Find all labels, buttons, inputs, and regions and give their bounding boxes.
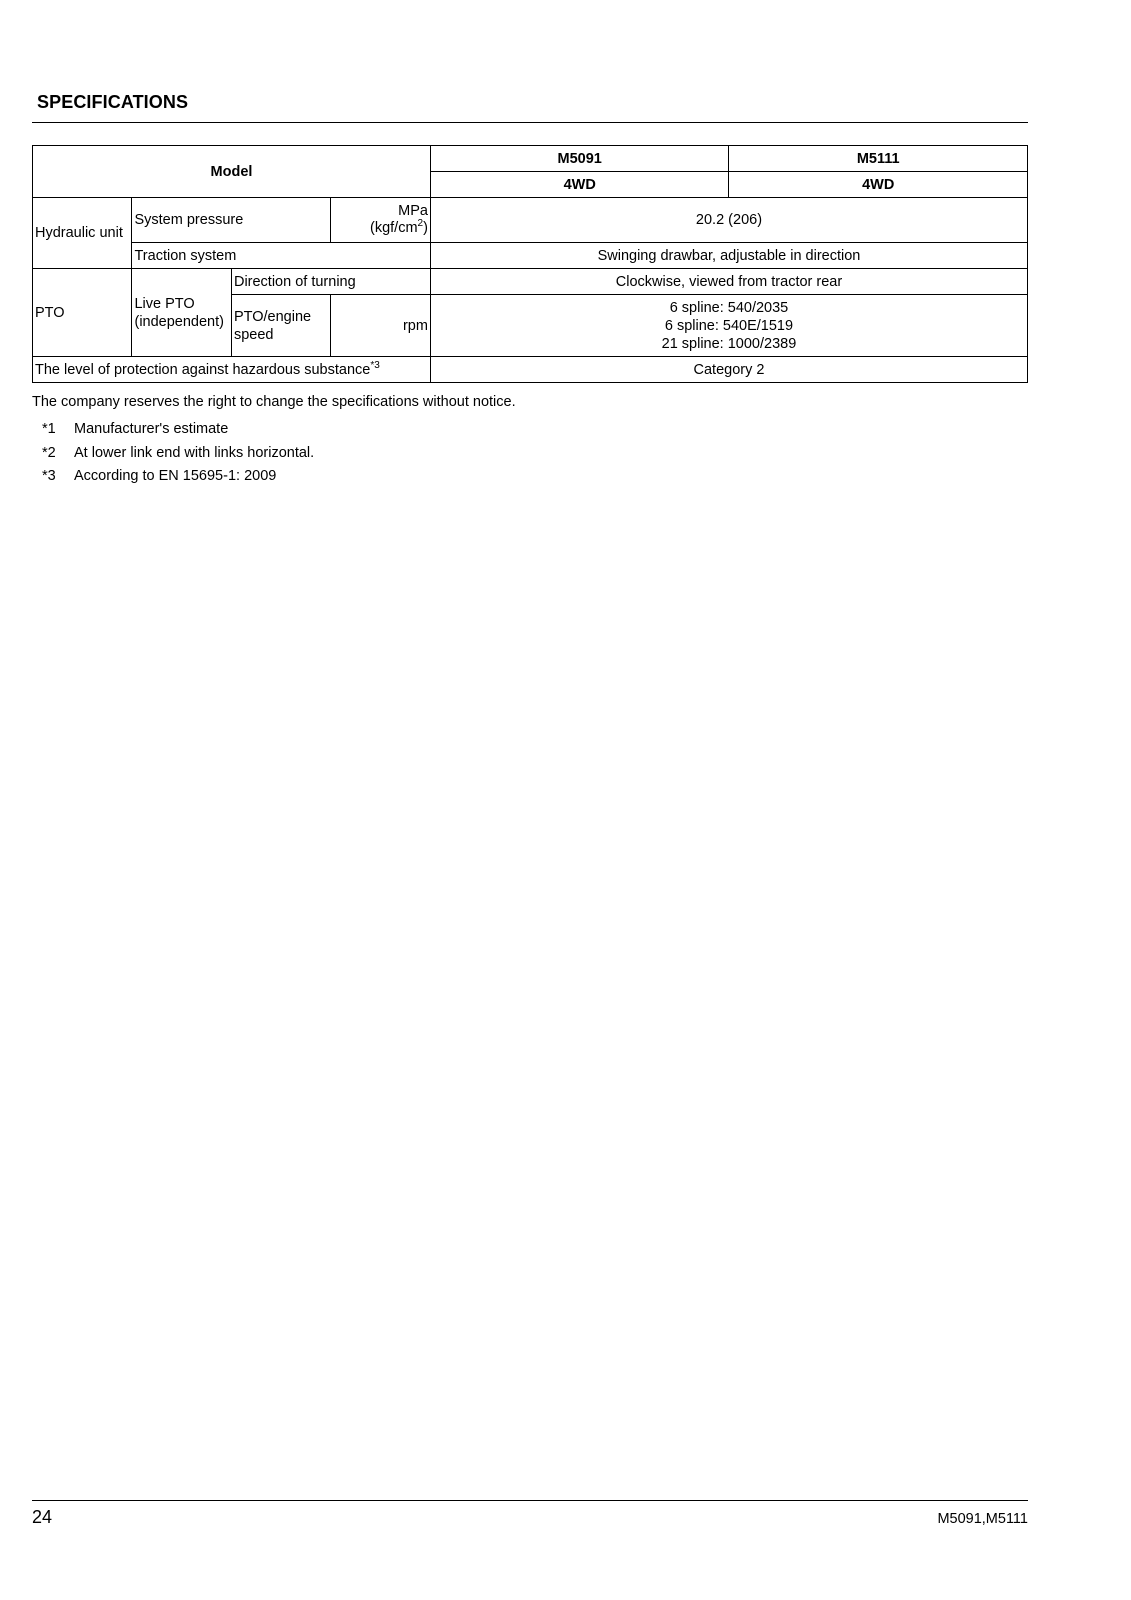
- footer-model-names: M5091,M5111: [937, 1511, 1028, 1527]
- live-pto-label: Live PTO (independent): [132, 269, 231, 357]
- model-header: Model: [33, 146, 431, 198]
- page-number: 24: [32, 1507, 53, 1527]
- footnote-mark: *2: [42, 444, 56, 461]
- footnote-mark: *1: [42, 421, 56, 437]
- pto-engine-speed-label: PTO/engine speed: [231, 295, 330, 357]
- system-pressure-value: 20.2 (206): [430, 198, 1027, 243]
- model-drive-m5091: 4WD: [430, 172, 728, 198]
- traction-system-value: Swinging drawbar, adjustable in direction: [430, 243, 1027, 269]
- specifications-table: [32, 145, 1028, 383]
- direction-of-turning-value: Clockwise, viewed from tractor rear: [430, 269, 1027, 295]
- pto-engine-speed-unit: rpm: [331, 295, 431, 357]
- footnote-item: [32, 468, 314, 492]
- hazard-protection-label: The level of protection against hazardous substance$^{*3}$: [33, 357, 431, 383]
- model-name-m5091: M5091: [430, 146, 728, 172]
- pto-label: PTO: [33, 269, 132, 357]
- page-title: SPECIFICATIONS: [37, 92, 189, 112]
- hazard-protection-value: Category 2: [430, 357, 1027, 383]
- system-pressure-unit: MPa $(kgf/cm^2)$: [331, 198, 431, 243]
- footnote-text: Manufacturer's estimate: [74, 421, 229, 437]
- footnote-item: [32, 421, 314, 445]
- title-divider: [32, 122, 1028, 123]
- footnote-text: According to EN 15695-1: 2009: [74, 468, 277, 484]
- footnote-text: At lower link end with links horizontal.: [74, 444, 315, 461]
- system-pressure-label: System pressure: [132, 198, 331, 243]
- footer-divider: [32, 1500, 1028, 1501]
- footnotes: [32, 421, 314, 492]
- model-drive-m5111: 4WD: [729, 172, 1028, 198]
- direction-of-turning-label: Direction of turning: [231, 269, 430, 295]
- model-name-m5111: M5111: [729, 146, 1028, 172]
- footnote-mark: *3: [42, 468, 56, 484]
- footnote-item: [32, 445, 314, 469]
- traction-system-label: Traction system: [132, 243, 430, 269]
- specification-notice: The company reserves the right to change the specifications without notice.: [32, 394, 516, 410]
- hydraulic-unit-label: Hydraulic unit: [33, 198, 132, 269]
- pto-engine-speed-values: 6 spline: 540/2035 6 spline: 540E/1519 21 spline: 1000/2389: [430, 295, 1027, 357]
